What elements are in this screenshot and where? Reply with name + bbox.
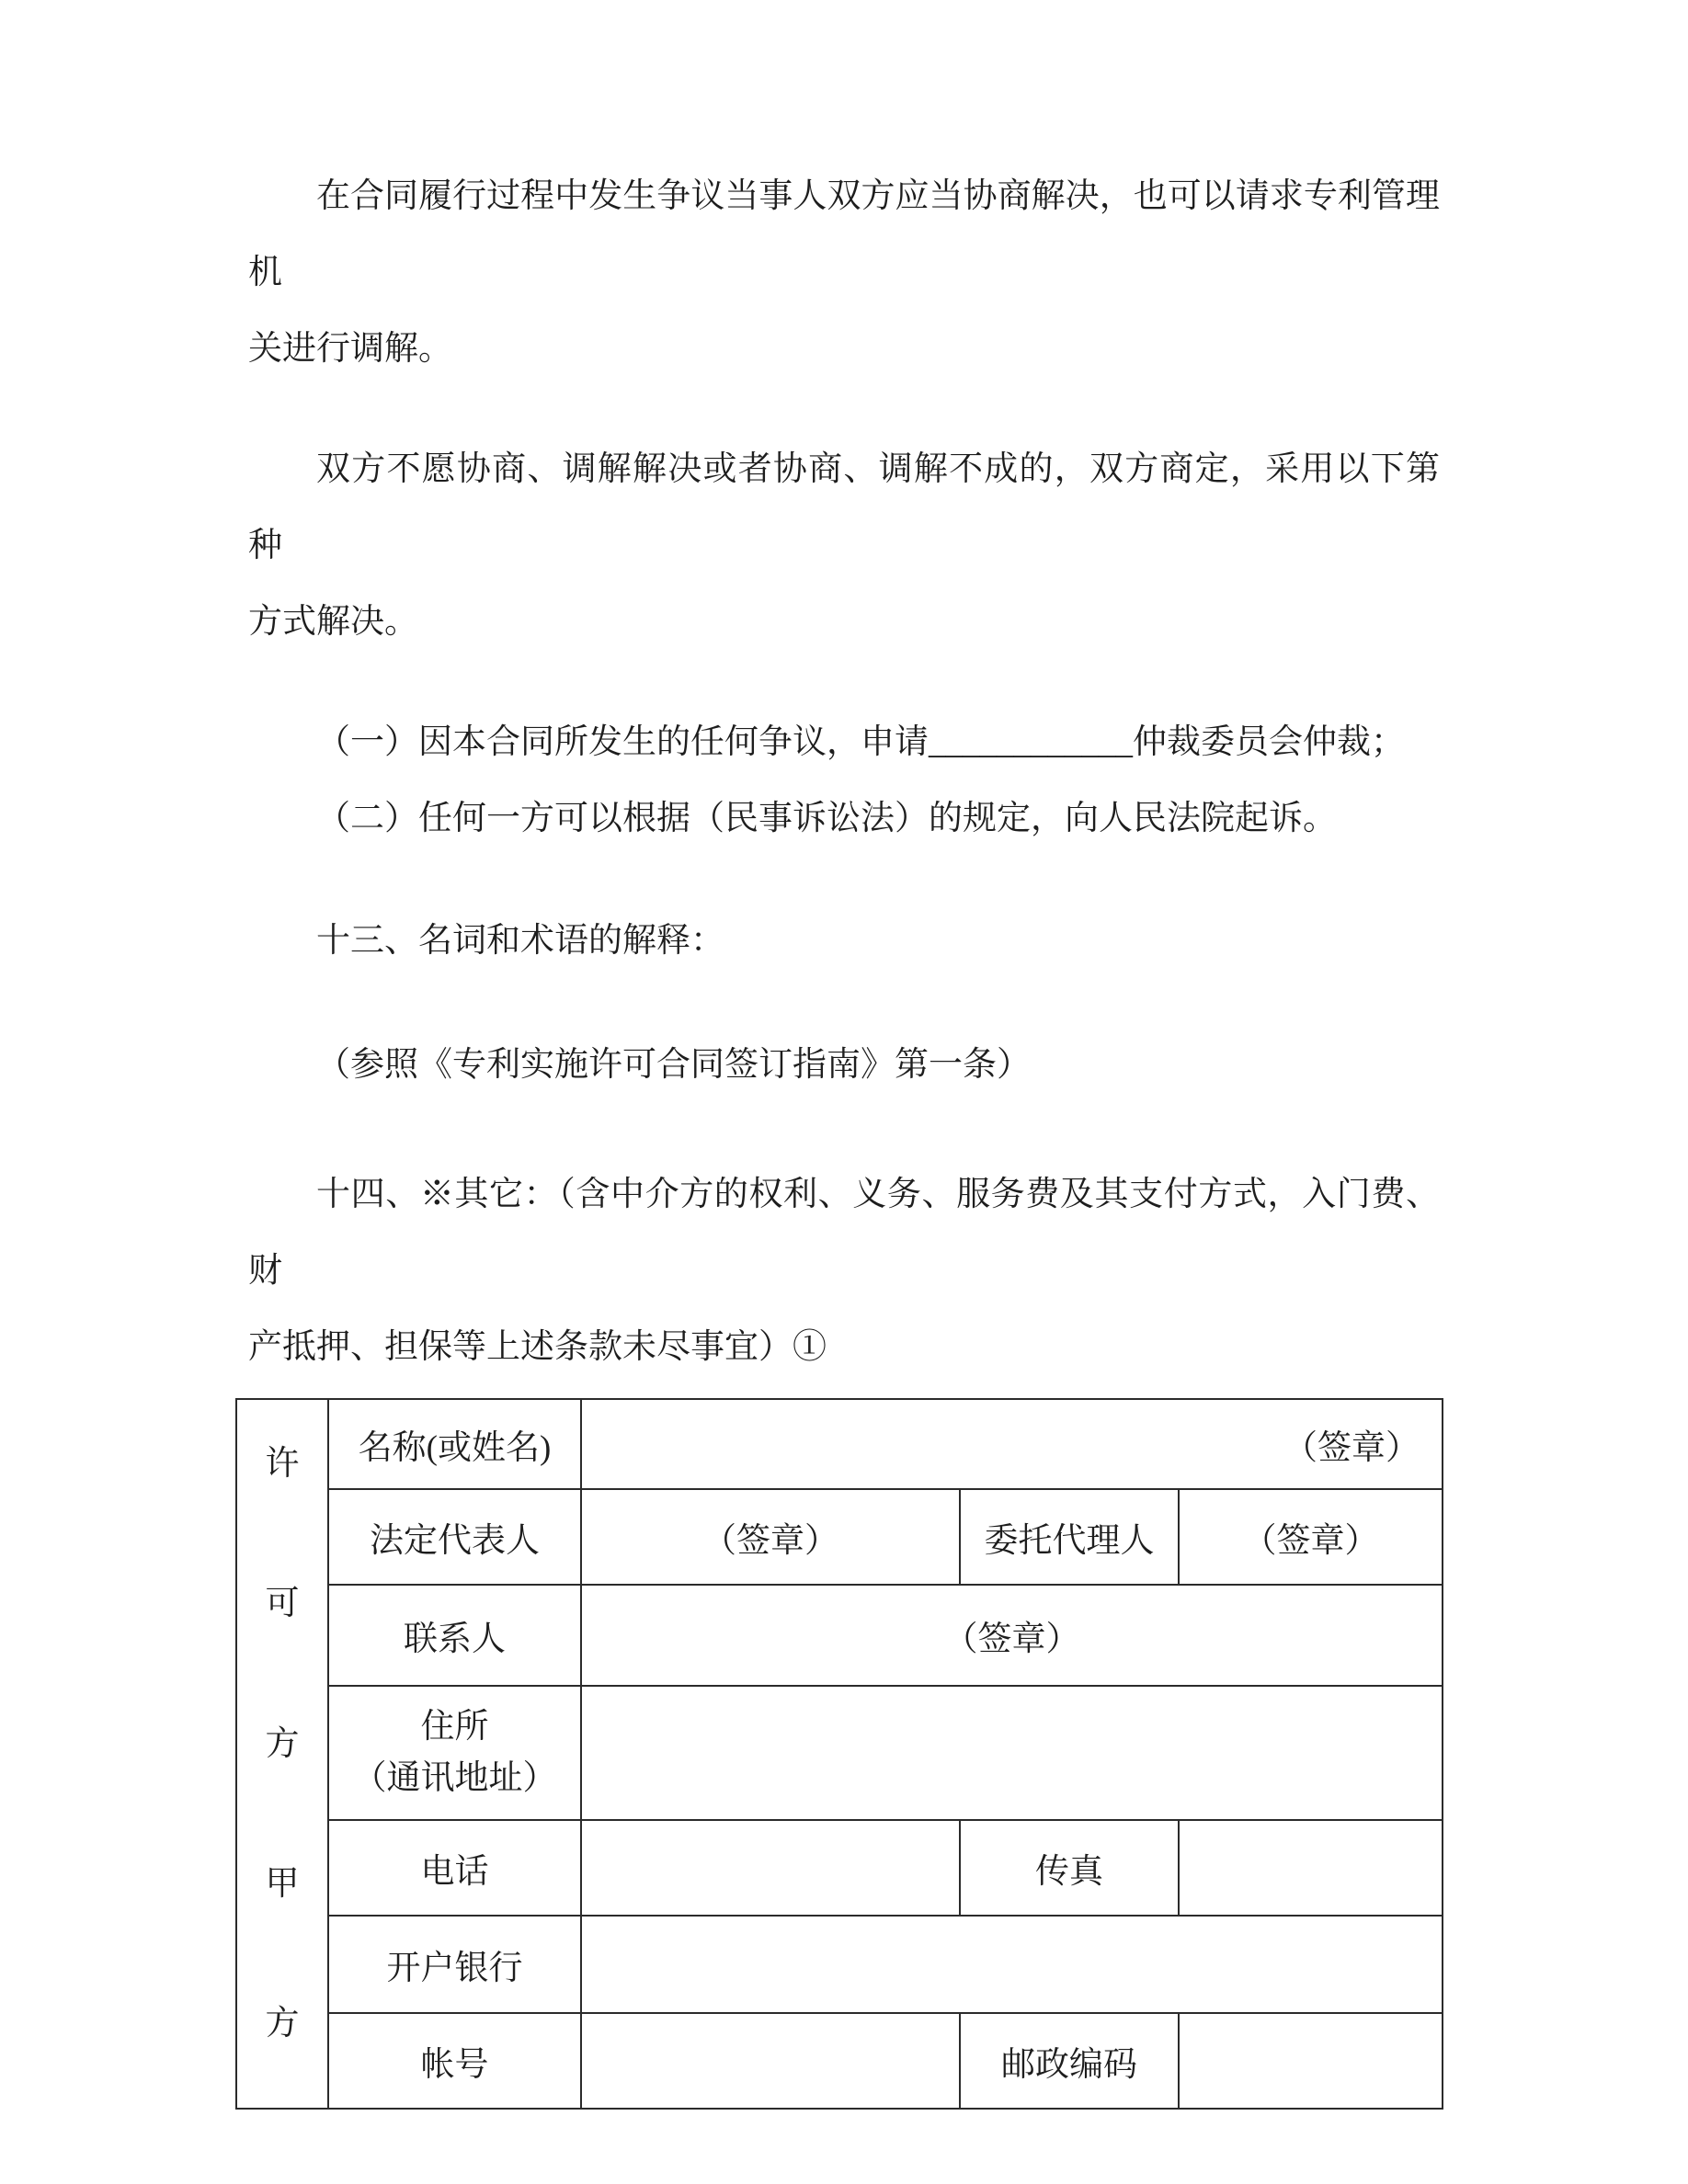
account-number-value-cell xyxy=(581,2013,960,2109)
side-char: 方 xyxy=(265,2005,300,2042)
fax-value-cell xyxy=(1179,1820,1443,1916)
row-label-name: 名称(或姓名) xyxy=(328,1399,581,1489)
text-line: 双方不愿协商、调解解决或者协商、调解不成的，双方商定，采用以下第 种 xyxy=(248,450,1474,564)
address-label-line1: 住所 xyxy=(420,1708,489,1746)
legal-representative-seal-cell: （签章） xyxy=(581,1489,960,1585)
text-line-court: （二）任何一方可以根据（民事诉讼法）的规定，向人民法院起诉。 xyxy=(316,800,1337,837)
paragraph-clause-13-reference xyxy=(248,1027,1440,1103)
bank-value-cell xyxy=(581,1916,1443,2013)
text-line: 十三、名词和术语的解释： xyxy=(316,922,724,960)
paragraph-dispute-method xyxy=(248,431,1474,660)
row-label-phone: 电话 xyxy=(328,1820,581,1916)
row-label-address xyxy=(328,1686,581,1820)
text-line: 十四、※其它：（含中介方的权利、义务、服务费及其支付方式，入门费、财 xyxy=(248,1176,1440,1290)
text-line-arbitration: （一）因本合同所发生的任何争议，申请____________仲裁委员会仲裁； xyxy=(316,723,1405,761)
row-label-entrusted-agent: 委托代理人 xyxy=(960,1489,1179,1585)
document-content xyxy=(248,158,1474,2110)
side-char: 可 xyxy=(265,1585,300,1623)
table-row-bank xyxy=(236,1916,1443,2013)
table-row-phone-fax xyxy=(236,1820,1443,1916)
row-label-contact-person: 联系人 xyxy=(328,1585,581,1686)
text-line: 方式解决。 xyxy=(248,603,418,641)
address-label-line2: （通讯地址） xyxy=(352,1759,557,1797)
address-value-cell xyxy=(581,1686,1443,1820)
side-char: 甲 xyxy=(265,1864,300,1903)
text-line: 产抵押、担保等上述条款未尽事宜）① xyxy=(248,1328,827,1366)
licensor-signature-table xyxy=(235,1398,1443,2110)
row-label-legal-representative: 法定代表人 xyxy=(328,1489,581,1585)
text-line: 关进行调解。 xyxy=(248,330,452,368)
side-char: 许 xyxy=(265,1445,300,1483)
table-row-contact-person xyxy=(236,1585,1443,1686)
paragraph-clause-13-heading xyxy=(248,903,1440,979)
side-label-characters xyxy=(237,1425,327,2083)
table-row-name xyxy=(236,1399,1443,1489)
paragraph-dispute-mediation xyxy=(248,158,1440,387)
row-label-account-number: 帐号 xyxy=(328,2013,581,2109)
table-row-address xyxy=(236,1686,1443,1820)
text-line: 在合同履行过程中发生争议当事人双方应当协商解决，也可以请求专利管理机 xyxy=(248,177,1440,291)
row-label-bank: 开户银行 xyxy=(328,1916,581,2013)
table-row-account-postcode xyxy=(236,2013,1443,2109)
side-label-licensor-party-a xyxy=(236,1399,328,2109)
entrusted-agent-seal-cell: （签章） xyxy=(1179,1489,1443,1585)
side-char: 方 xyxy=(265,1724,300,1763)
contact-person-seal-cell: （签章） xyxy=(581,1585,1443,1686)
postcode-value-cell xyxy=(1179,2013,1443,2109)
name-seal-cell: （签章） xyxy=(581,1399,1443,1489)
row-label-postcode: 邮政编码 xyxy=(960,2013,1179,2109)
paragraph-clause-14-other xyxy=(248,1156,1440,1385)
table-row-legal-representative xyxy=(236,1489,1443,1585)
text-line: （参照《专利实施许可合同签订指南》第一条） xyxy=(316,1046,1031,1084)
paragraph-dispute-options xyxy=(248,704,1440,857)
row-label-fax: 传真 xyxy=(960,1820,1179,1916)
phone-value-cell xyxy=(581,1820,960,1916)
